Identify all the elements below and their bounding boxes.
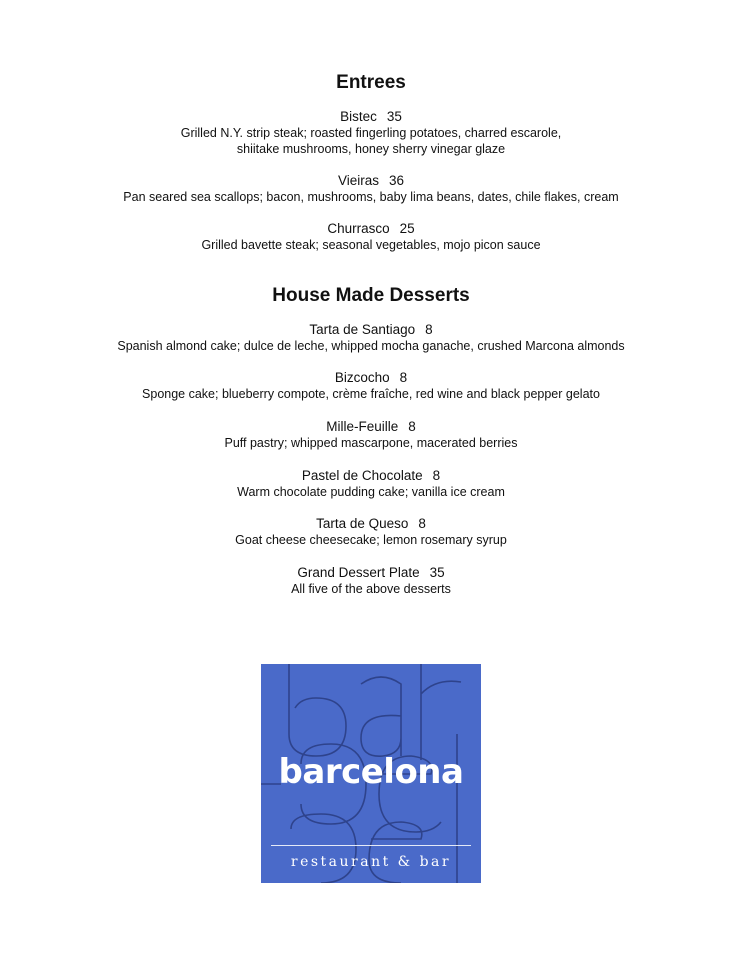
item-name-row <box>0 321 742 338</box>
item-description: Grilled N.Y. strip steak; roasted fingerling potatoes, charred escarole, <box>180 126 562 140</box>
item-name: Vieiras <box>337 173 379 188</box>
item-price: 8 <box>408 419 416 434</box>
item-name: Pastel de Chocolate <box>301 468 423 483</box>
item-price: 8 <box>432 468 441 483</box>
logo-tagline: restaurant & bar <box>290 854 452 870</box>
menu-item-pastel-de-chocolate <box>0 467 742 500</box>
item-description: Pan seared sea scallops; bacon, mushrooms, baby lima beans, dates, chile flakes, cream <box>123 190 619 204</box>
item-name-row <box>0 564 742 581</box>
item-name: Tarta de Queso <box>316 516 409 531</box>
logo-divider <box>271 845 471 846</box>
item-description: Sponge cake; blueberry compote, crème fraîche, red wine and black pepper gelato <box>142 387 600 401</box>
item-price: 8 <box>425 322 433 337</box>
item-name-row <box>0 515 742 532</box>
item-price: 8 <box>418 516 426 531</box>
item-name-row <box>0 369 742 386</box>
menu-item-grand-dessert-plate <box>0 564 742 597</box>
menu-item-vieiras <box>0 172 742 205</box>
item-price: 35 <box>429 565 445 580</box>
item-description: Goat cheese cheesecake; lemon rosemary syrup <box>235 533 507 547</box>
item-name: Mille-Feuille <box>326 419 399 434</box>
menu-item-tarta-de-santiago <box>0 321 742 354</box>
menu-item-bizcocho <box>0 369 742 402</box>
item-name-row <box>0 220 742 237</box>
menu-item-mille-feuille <box>0 418 742 451</box>
item-name: Bistec <box>340 109 377 124</box>
item-description: Spanish almond cake; dulce de leche, whipped mocha ganache, crushed Marcona almonds <box>117 339 625 353</box>
desserts-heading: House Made Desserts <box>272 285 470 306</box>
item-description: Warm chocolate pudding cake; vanilla ice cream <box>237 485 505 499</box>
item-name: Tarta de Santiago <box>309 322 416 337</box>
item-price: 25 <box>399 221 415 236</box>
logo-wordmark: barcelona <box>278 752 464 792</box>
item-price: 35 <box>386 109 402 124</box>
item-name-row <box>0 467 742 484</box>
item-price: 8 <box>399 370 408 385</box>
item-description: shiitake mushrooms, honey sherry vinegar glaze <box>236 142 506 156</box>
menu-item-churrasco <box>0 220 742 253</box>
item-name: Grand Dessert Plate <box>297 565 420 580</box>
entrees-heading: Entrees <box>336 72 406 93</box>
item-name: Churrasco <box>327 221 390 236</box>
item-description: Puff pastry; whipped mascarpone, macerated berries <box>224 436 518 450</box>
item-name-row <box>0 172 742 189</box>
item-description: All five of the above desserts <box>291 582 451 596</box>
menu-item-bistec <box>0 108 742 157</box>
item-name: Bizcocho <box>334 370 390 385</box>
item-description: Grilled bavette steak; seasonal vegetables, mojo picon sauce <box>201 238 541 252</box>
item-name-row <box>0 108 742 125</box>
barcelona-logo <box>261 664 481 883</box>
menu-item-tarta-de-queso <box>0 515 742 548</box>
item-price: 36 <box>389 173 405 188</box>
item-name-row <box>0 418 742 435</box>
